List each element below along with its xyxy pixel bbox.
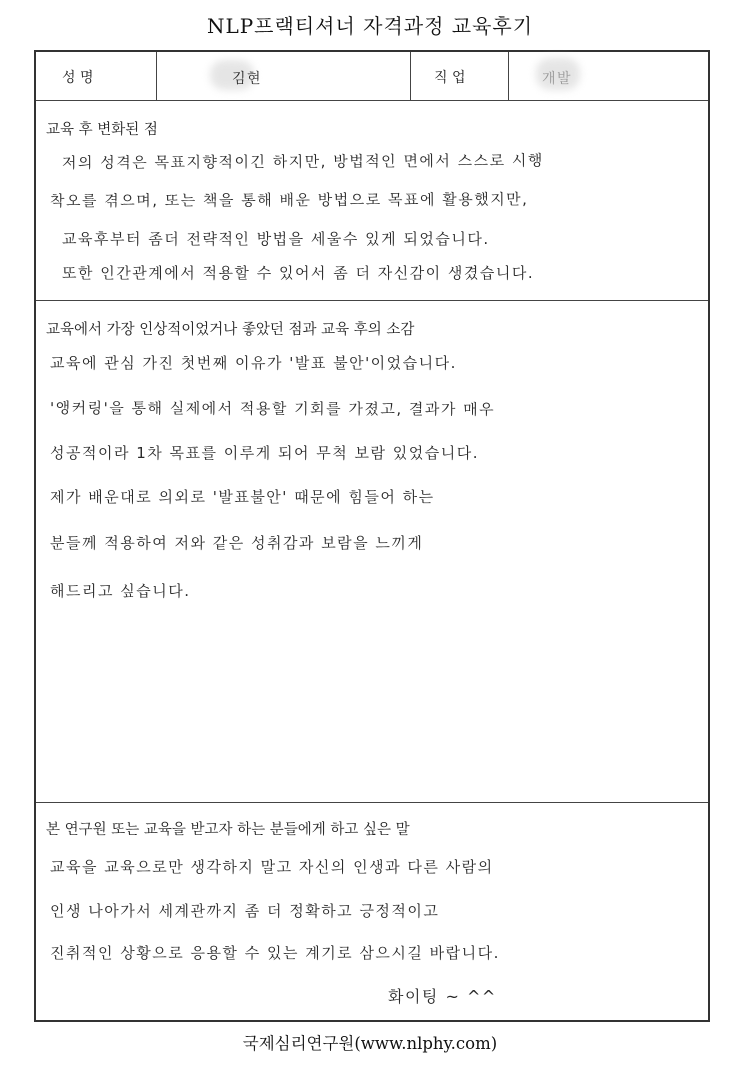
section-changes-line-3: 교육후부터 좀더 전략적인 방법을 세울수 있게 되었습니다. <box>62 230 490 248</box>
document-title: NLP프랙티셔너 자격과정 교육후기 <box>206 14 534 38</box>
section-changes-title: 교육 후 변화된 점 <box>46 122 158 138</box>
section-impression-line-2: '앵커링'을 통해 실제에서 적용할 기회를 가졌고, 결과가 매우 <box>49 399 496 419</box>
info-divider-2 <box>410 52 411 100</box>
info-divider-1 <box>156 52 157 100</box>
section-impression-bottom-line <box>36 802 708 803</box>
review-form <box>34 50 710 1022</box>
section-message-line-4: 화이팅 ~ ^^ <box>388 987 497 1006</box>
section-impression-line-3: 성공적이라 1차 목표를 이루게 되어 무척 보람 있었습니다. <box>50 444 479 462</box>
section-message-title: 본 연구원 또는 교육을 받고자 하는 분들에게 하고 싶은 말 <box>46 822 410 838</box>
job-value: 개발 <box>542 71 573 87</box>
section-message-line-3: 진취적인 상황으로 응용할 수 있는 계기로 삼으시길 바랍니다. <box>50 944 500 962</box>
section-changes-line-4: 또한 인간관계에서 적용할 수 있어서 좀 더 자신감이 생겼습니다. <box>62 264 535 282</box>
name-value: 김현 <box>232 71 263 87</box>
section-impression-title: 교육에서 가장 인상적이었거나 좋았던 점과 교육 후의 소감 <box>46 322 415 338</box>
section-message-line-2: 인생 나아가서 세계관까지 좀 더 정확하고 긍정적이고 <box>50 902 440 920</box>
section-impression-line-6: 해드리고 싶습니다. <box>50 582 191 600</box>
section-changes-bottom-line <box>36 300 708 301</box>
name-label: 성 명 <box>62 70 94 86</box>
job-label: 직 업 <box>434 70 466 86</box>
info-row-bottom-line <box>36 100 708 101</box>
section-impression-line-1: 교육에 관심 가진 첫번째 이유가 '발표 불안'이었습니다. <box>50 354 457 372</box>
info-divider-3 <box>508 52 509 100</box>
section-impression-line-5: 분들께 적용하여 저와 같은 성취감과 보람을 느끼게 <box>50 534 424 552</box>
section-changes-line-1: 저의 성격은 목표지향적이긴 하지만, 방법적인 면에서 스스로 시행 <box>61 151 544 172</box>
document-footer: 국제심리연구원(www.nlphy.com) <box>242 1034 498 1053</box>
section-message-line-1: 교육을 교육으로만 생각하지 말고 자신의 인생과 다른 사람의 <box>50 858 494 876</box>
section-changes-line-2: 착오를 겪으며, 또는 책을 통해 배운 방법으로 목표에 활용했지만, <box>49 190 529 210</box>
section-impression-line-4: 제가 배운대로 의외로 '발표불안' 때문에 힘들어 하는 <box>50 488 435 506</box>
